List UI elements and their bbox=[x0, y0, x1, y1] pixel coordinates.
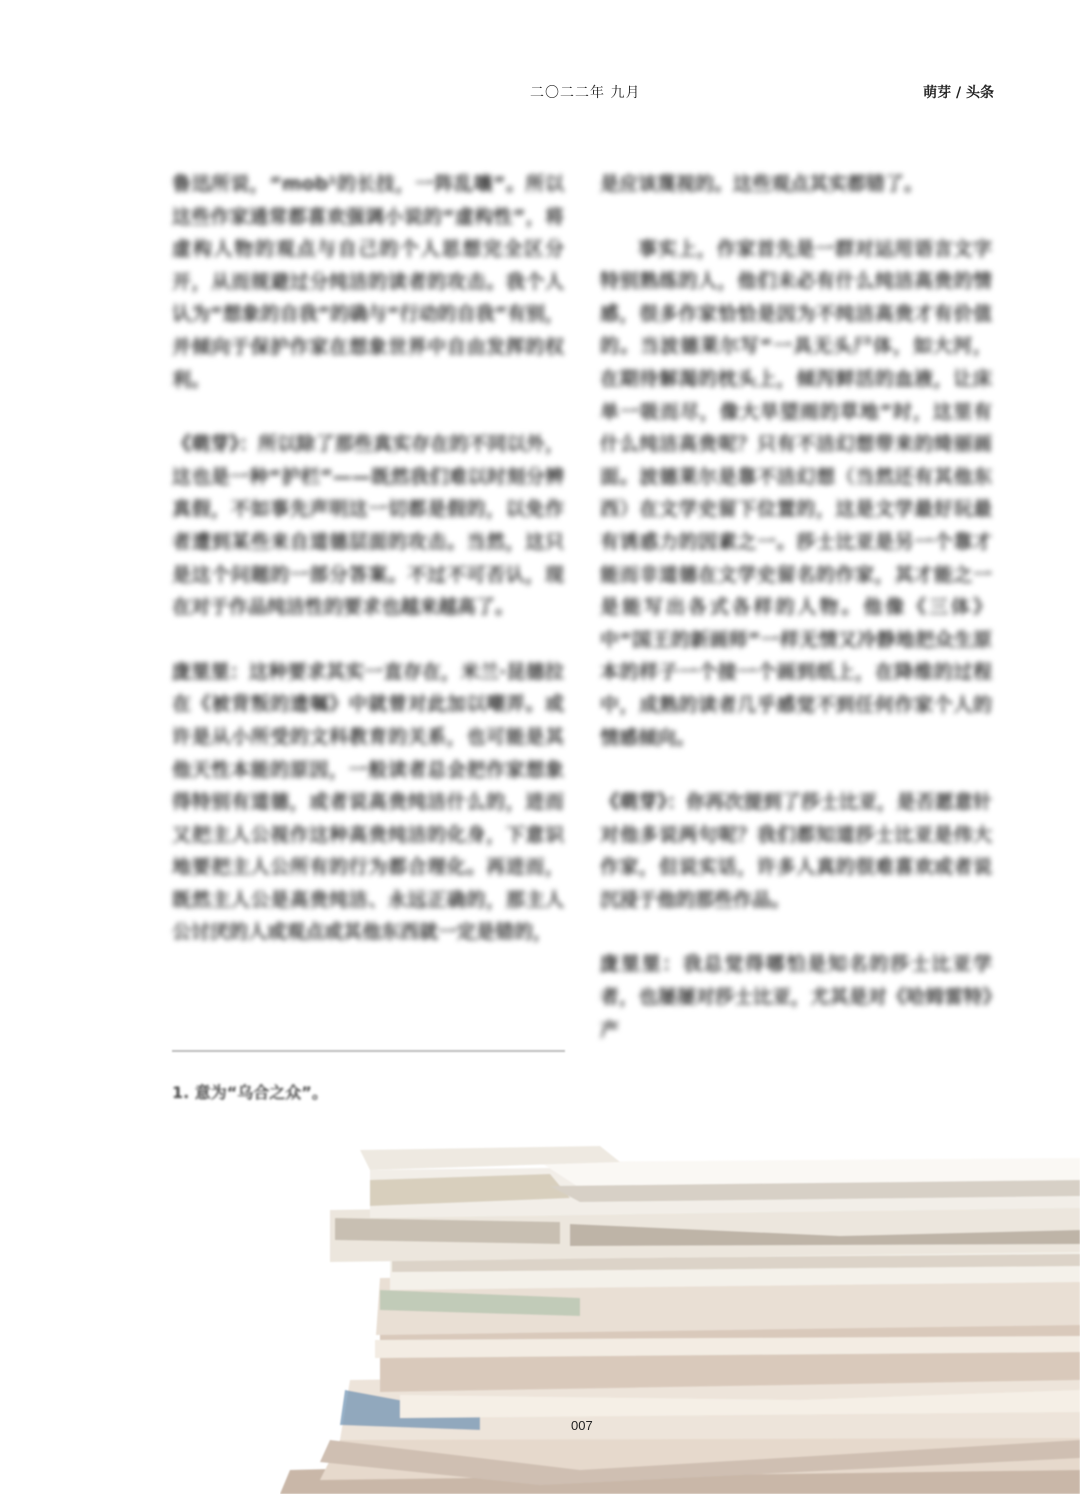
paragraph: 事实上，作家首先是一群对运用语言文字特别熟练的人，他们未必有什么纯洁高贵的情感，很多作家恰恰是因为不纯洁高贵才有价值的。当波德莱尔写“一具无头尸体，如大河，在期待解渴的枕头上，倾泻鲜活的血液，让床单一吸而尽，像大旱望雨的草地”时，这里有什么纯洁高贵呢？只有不洁幻想带来的绮丽画面。波德莱尔是靠不洁幻想（当然还有其他东西）在文学史留下位置的，这是文学最好玩最有诱惑力的因素之一。莎士比亚是另一个靠才能而非道德在文学史留名的作家，其才能之一是能写出各式各样的人物。他像《三体》中“国王的新画师”一样无情又冷静地把众生原本的样子一个接一个画到纸上，在降维的过程中，成熟的读者几乎感觉不到任何作家个人的情感倾向。 bbox=[600, 237, 992, 749]
paragraph bbox=[600, 948, 992, 1046]
speaker-label: 庞里里： bbox=[172, 660, 249, 683]
paragraph: 是应该蔑视的。这些观点其实都错了。 bbox=[600, 173, 924, 195]
speaker-label: 《萌芽》： bbox=[600, 791, 687, 814]
footnote-divider bbox=[172, 1050, 565, 1052]
section-label: 萌芽 / 头条 bbox=[923, 85, 994, 101]
footnote: 1. 意为“乌合之众”。 bbox=[172, 1083, 328, 1102]
article-column-right bbox=[600, 168, 992, 1078]
paragraph-text: 这种要求其实一直存在，米兰·昆德拉在《被背叛的遗嘱》中就曾对此加以嘲弄。或许是从小所受的文科教育的关系，也可能是其他天性本能的原因，一般读者总会把作家想象得特别有道德，或者说高贵纯洁什么的，进而又把主人公视作这种高贵纯洁的化身，下意识地要把主人公所有的行为都合理化。再进而，既然主人公是高贵纯洁、永远正确的，那主人公讨厌的人或观点或其他东西就一定是错的， bbox=[172, 660, 564, 944]
issue-date: 二〇二二年 九月 bbox=[530, 85, 641, 101]
article-column-left bbox=[172, 168, 564, 981]
paragraph-text: 我总觉得哪怕是知名的莎士比亚学者，也屡屡对莎士比亚，尤其是对《哈姆雷特》产 bbox=[600, 953, 992, 1041]
speaker-label: 《萌芽》： bbox=[172, 433, 259, 456]
paragraph: 鲁迅所说，“mob¹的长技，一阵乱嚷”。所以这些作家通常都喜欢强调小说的“虚构性”，将虚构人物的观点与自己的个人思想完全区分开，从而规避过分纯洁的读者的攻击。我个人认为“想象的自我”的确与“行动的自我”有别，并倾向于保护作家在想象世界中自由发挥的权利。 bbox=[172, 173, 564, 391]
speaker-label: 庞里里： bbox=[600, 953, 683, 976]
paragraph-text: 所以除了那些真实存在的不同以外，这也是一种“护栏”——既然我们难以时刻分辨真假，不如事先声明这一切都是假的，以免作者遭到某些来自道德层面的攻击。当然，这只是这个问题的一部分答案。不过不可否认，现在对于作品纯洁性的要求也越来越高了。 bbox=[172, 433, 564, 619]
paragraph bbox=[600, 786, 992, 916]
newspaper-stack-image bbox=[280, 1140, 1080, 1494]
page-number: 007 bbox=[571, 1418, 593, 1433]
paragraph-text: 你再次提到了莎士比亚，是否愿意针对他多说两句呢？我们都知道莎士比亚是伟大作家，但说实话，许多人真的很难喜欢或者说沉浸于他的那些作品。 bbox=[600, 791, 992, 911]
paragraph bbox=[172, 428, 564, 624]
paragraph bbox=[172, 656, 564, 949]
